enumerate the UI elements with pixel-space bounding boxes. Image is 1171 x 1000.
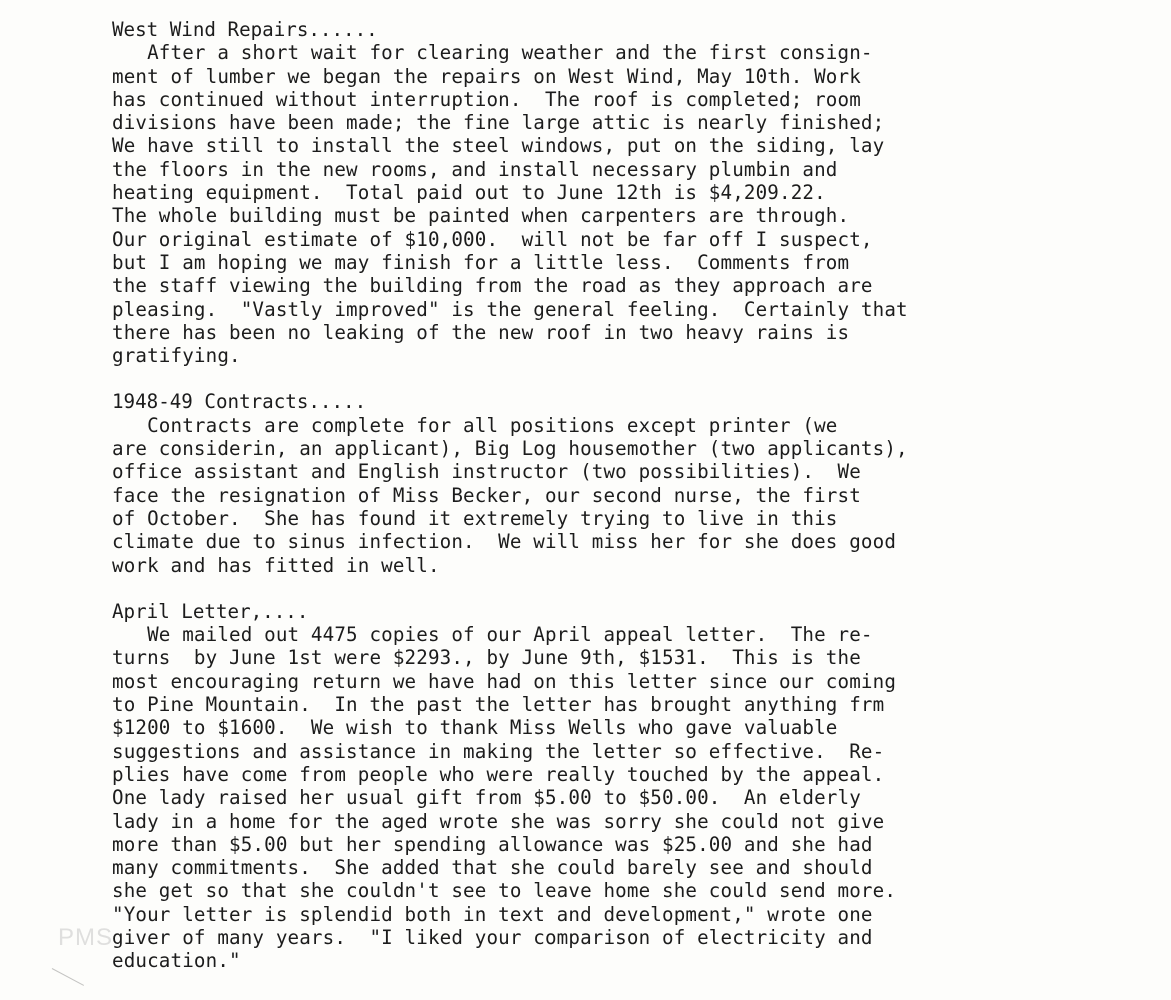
text-line: has continued without interruption. The roof is completed; room xyxy=(112,87,861,111)
paper-crease-mark xyxy=(52,968,84,986)
text-line: to Pine Mountain. In the past the letter has brought anything frm xyxy=(112,693,885,717)
text-line: pleasing. "Vastly improved" is the general feeling. Certainly that xyxy=(112,297,908,321)
text-line: the floors in the new rooms, and install necessary plumbin and xyxy=(112,157,838,181)
section-april-letter xyxy=(112,600,1167,973)
text-line: are considerin, an applicant), Big Log housemother (two applicants), xyxy=(112,437,908,461)
typewritten-page xyxy=(112,18,1167,973)
text-line: The whole building must be painted when carpenters are through. xyxy=(112,204,850,228)
text-line: We have still to install the steel windows, put on the siding, lay xyxy=(112,134,885,158)
text-line: heating equipment. Total paid out to June 12th is $4,209.22. xyxy=(112,181,826,205)
text-line: she get so that she couldn't see to leave home she could send more. xyxy=(112,879,897,903)
text-line: office assistant and English instructor (two possibilities). We xyxy=(112,460,861,484)
text-line: ment of lumber we began the repairs on West Wind, May 10th. Work xyxy=(112,64,861,88)
text-line: many commitments. She added that she could barely see and should xyxy=(112,856,873,880)
section-heading: West Wind Repairs...... xyxy=(112,18,378,41)
section-heading: April Letter,.... xyxy=(112,599,309,623)
text-line: $1200 to $1600. We wish to thank Miss Wells who gave valuable xyxy=(112,716,838,740)
text-line: After a short wait for clearing weather and the first consign- xyxy=(112,41,873,65)
text-line: "Your letter is splendid both in text and development," wrote one xyxy=(112,902,873,926)
text-line: education." xyxy=(112,949,241,973)
text-line: One lady raised her usual gift from $5.00 to $50.00. An elderly xyxy=(112,786,861,810)
text-line: there has been no leaking of the new roof in two heavy rains is xyxy=(112,320,850,344)
text-line: more than $5.00 but her spending allowance was $25.00 and she had xyxy=(112,832,873,856)
text-line: gratifying. xyxy=(112,344,241,368)
text-line: Our original estimate of $10,000. will not be far off I suspect, xyxy=(112,227,873,251)
text-line: lady in a home for the aged wrote she was sorry she could not give xyxy=(112,809,885,833)
text-line: We mailed out 4475 copies of our April appeal letter. The re- xyxy=(112,623,873,647)
text-line: Contracts are complete for all positions except printer (we xyxy=(112,413,838,437)
section-heading: 1948-49 Contracts..... xyxy=(112,390,367,414)
archive-watermark: PMS xyxy=(58,924,114,951)
text-line: work and has fitted in well. xyxy=(112,553,440,577)
text-line: giver of many years. "I liked your comparison of electricity and xyxy=(112,925,873,949)
text-line: turns by June 1st were $2293., by June 9th, $1531. This is the xyxy=(112,646,861,670)
section-west-wind-repairs xyxy=(112,18,1167,367)
text-line: face the resignation of Miss Becker, our second nurse, the first xyxy=(112,483,861,507)
section-contracts xyxy=(112,390,1167,576)
text-line: the staff viewing the building from the road as they approach are xyxy=(112,274,873,298)
text-line: of October. She has found it extremely trying to live in this xyxy=(112,506,838,530)
text-line: suggestions and assistance in making the letter so effective. Re- xyxy=(112,739,885,763)
text-line: plies have come from people who were really touched by the appeal. xyxy=(112,762,885,786)
text-line: but I am hoping we may finish for a little less. Comments from xyxy=(112,250,850,274)
text-line: divisions have been made; the fine large attic is nearly finished; xyxy=(112,111,885,135)
text-line: most encouraging return we have had on this letter since our coming xyxy=(112,669,897,693)
text-line: climate due to sinus infection. We will miss her for she does good xyxy=(112,530,897,554)
